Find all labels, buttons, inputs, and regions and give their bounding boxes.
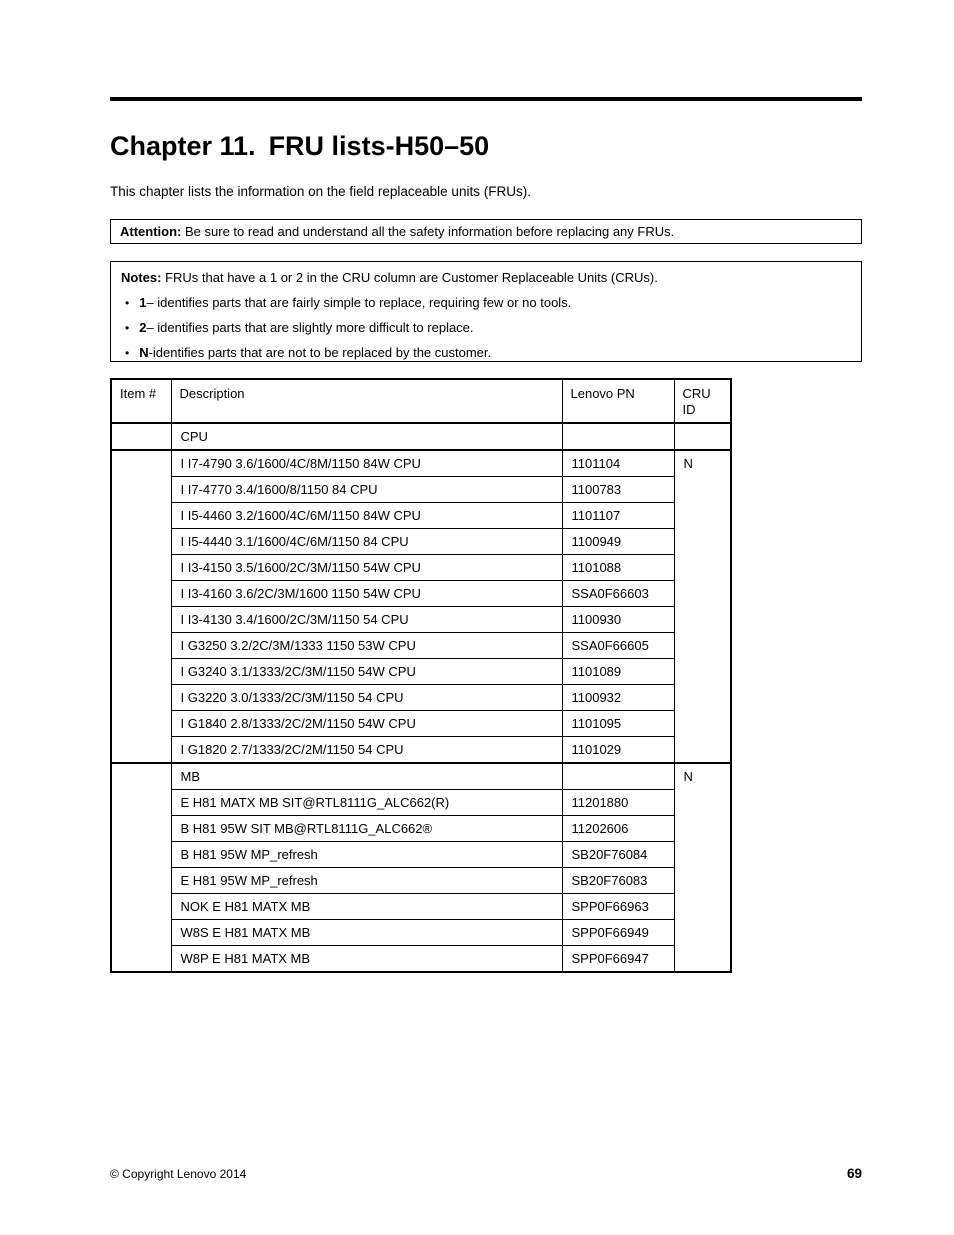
lenovo-pn-cell: 1100932: [562, 685, 674, 711]
table-row: [111, 711, 731, 737]
lenovo-pn-cell: 1101104: [562, 450, 674, 477]
lenovo-pn-cell: 1101095: [562, 711, 674, 737]
description-cell: I G1820 2.7/1333/2C/2M/1150 54 CPU: [171, 737, 562, 764]
table-section-row: [111, 763, 731, 790]
table-row: [111, 633, 731, 659]
lenovo-pn-cell: SB20F76083: [562, 868, 674, 894]
description-cell: I G3250 3.2/2C/3M/1333 1150 53W CPU: [171, 633, 562, 659]
description-cell: I I3-4160 3.6/2C/3M/1600 1150 54W CPU: [171, 581, 562, 607]
table-row: [111, 816, 731, 842]
note-text: -identifies parts that are not to be replaced by the customer.: [148, 345, 492, 360]
description-cell: I G3220 3.0/1333/2C/3M/1150 54 CPU: [171, 685, 562, 711]
table-row: [111, 659, 731, 685]
description-cell: I G3240 3.1/1333/2C/3M/1150 54W CPU: [171, 659, 562, 685]
table-row: [111, 607, 731, 633]
fru-table: [110, 378, 732, 973]
note-term: 2: [139, 320, 147, 335]
column-header-description: Description: [171, 379, 562, 423]
list-item: [121, 320, 851, 336]
chapter-number: Chapter 11.: [110, 131, 256, 161]
bullet-icon: •: [125, 296, 130, 310]
description-cell: E H81 MATX MB SIT@RTL8111G_ALC662(R): [171, 790, 562, 816]
header-rule: [110, 97, 862, 101]
note-term: 1: [139, 295, 147, 310]
table-row: [111, 894, 731, 920]
list-item: [121, 345, 851, 361]
notes-list: [121, 295, 851, 361]
notes-label: Notes:: [121, 270, 162, 285]
description-cell: I I3-4150 3.5/1600/2C/3M/1150 54W CPU: [171, 555, 562, 581]
description-cell: I G1840 2.8/1333/2C/2M/1150 54W CPU: [171, 711, 562, 737]
table-row: [111, 581, 731, 607]
description-cell: W8P E H81 MATX MB: [171, 946, 562, 973]
lenovo-pn-cell: 1101088: [562, 555, 674, 581]
lenovo-pn-cell: SSA0F66605: [562, 633, 674, 659]
section-title-cell: MB: [171, 763, 562, 790]
lenovo-pn-cell: SPP0F66963: [562, 894, 674, 920]
table-row: [111, 868, 731, 894]
lenovo-pn-cell: [562, 423, 674, 450]
attention-label: Attention:: [120, 224, 182, 239]
note-text: – identifies parts that are slightly more difficult to replace.: [146, 320, 474, 335]
lenovo-pn-cell: 1101107: [562, 503, 674, 529]
item-number-cell: [111, 763, 171, 972]
column-header-item: Item #: [111, 379, 171, 423]
table-row: [111, 946, 731, 973]
bullet-icon: •: [125, 321, 130, 335]
note-item-text: [139, 345, 491, 360]
description-cell: I I7-4770 3.4/1600/8/1150 84 CPU: [171, 477, 562, 503]
table-row: [111, 920, 731, 946]
list-item: [121, 295, 851, 311]
table-row: [111, 842, 731, 868]
table-row: [111, 529, 731, 555]
fru-table-body: [111, 423, 731, 972]
table-row: [111, 477, 731, 503]
notes-text: FRUs that have a 1 or 2 in the CRU column are Customer Replaceable Units (CRUs).: [165, 270, 658, 285]
intro-paragraph: This chapter lists the information on the field replaceable units (FRUs).: [110, 184, 531, 199]
lenovo-pn-cell: 11202606: [562, 816, 674, 842]
description-cell: B H81 95W SIT MB@RTL8111G_ALC662®: [171, 816, 562, 842]
table-row: [111, 790, 731, 816]
cru-id-cell: [674, 423, 731, 450]
notes-intro-line: [121, 270, 851, 285]
lenovo-pn-cell: SPP0F66949: [562, 920, 674, 946]
lenovo-pn-cell: SPP0F66947: [562, 946, 674, 973]
page-footer: [110, 1166, 862, 1181]
table-header-row: [111, 379, 731, 423]
attention-text: Be sure to read and understand all the safety information before replacing any FRUs.: [185, 224, 675, 239]
lenovo-pn-cell: SB20F76084: [562, 842, 674, 868]
note-term: N: [139, 345, 149, 360]
lenovo-pn-cell: SSA0F66603: [562, 581, 674, 607]
lenovo-pn-cell: 1101089: [562, 659, 674, 685]
page-number: 69: [846, 1166, 862, 1181]
cru-id-cell: N: [674, 450, 731, 763]
cru-id-cell: N: [674, 763, 731, 972]
description-cell: B H81 95W MP_refresh: [171, 842, 562, 868]
description-cell: I I5-4440 3.1/1600/4C/6M/1150 84 CPU: [171, 529, 562, 555]
lenovo-pn-cell: 1100949: [562, 529, 674, 555]
description-cell: I I5-4460 3.2/1600/4C/6M/1150 84W CPU: [171, 503, 562, 529]
column-header-lenovo-pn: Lenovo PN: [562, 379, 674, 423]
description-cell: I I7-4790 3.6/1600/4C/8M/1150 84W CPU: [171, 450, 562, 477]
table-row: [111, 737, 731, 764]
table-row: [111, 503, 731, 529]
note-text: – identifies parts that are fairly simple to replace, requiring few or no tools.: [146, 295, 572, 310]
copyright-text: © Copyright Lenovo 2014: [110, 1167, 247, 1181]
description-cell: I I3-4130 3.4/1600/2C/3M/1150 54 CPU: [171, 607, 562, 633]
description-cell: NOK E H81 MATX MB: [171, 894, 562, 920]
table-row: [111, 555, 731, 581]
table-row: [111, 685, 731, 711]
table-row: [111, 450, 731, 477]
chapter-title: [110, 131, 489, 162]
item-number-cell: [111, 423, 171, 450]
note-item-text: [139, 295, 571, 310]
table-section-row: [111, 423, 731, 450]
lenovo-pn-cell: 11201880: [562, 790, 674, 816]
description-cell: W8S E H81 MATX MB: [171, 920, 562, 946]
lenovo-pn-cell: [562, 763, 674, 790]
notes-box: [110, 261, 862, 362]
lenovo-pn-cell: 1100930: [562, 607, 674, 633]
note-item-text: [139, 320, 473, 335]
attention-box: [110, 219, 862, 244]
column-header-cru-id: CRU ID: [674, 379, 731, 423]
lenovo-pn-cell: 1100783: [562, 477, 674, 503]
chapter-name: FRU lists-H50–50: [268, 131, 490, 161]
lenovo-pn-cell: 1101029: [562, 737, 674, 764]
description-cell: E H81 95W MP_refresh: [171, 868, 562, 894]
section-title-cell: CPU: [171, 423, 562, 450]
bullet-icon: •: [125, 346, 130, 360]
item-number-cell: [111, 450, 171, 763]
